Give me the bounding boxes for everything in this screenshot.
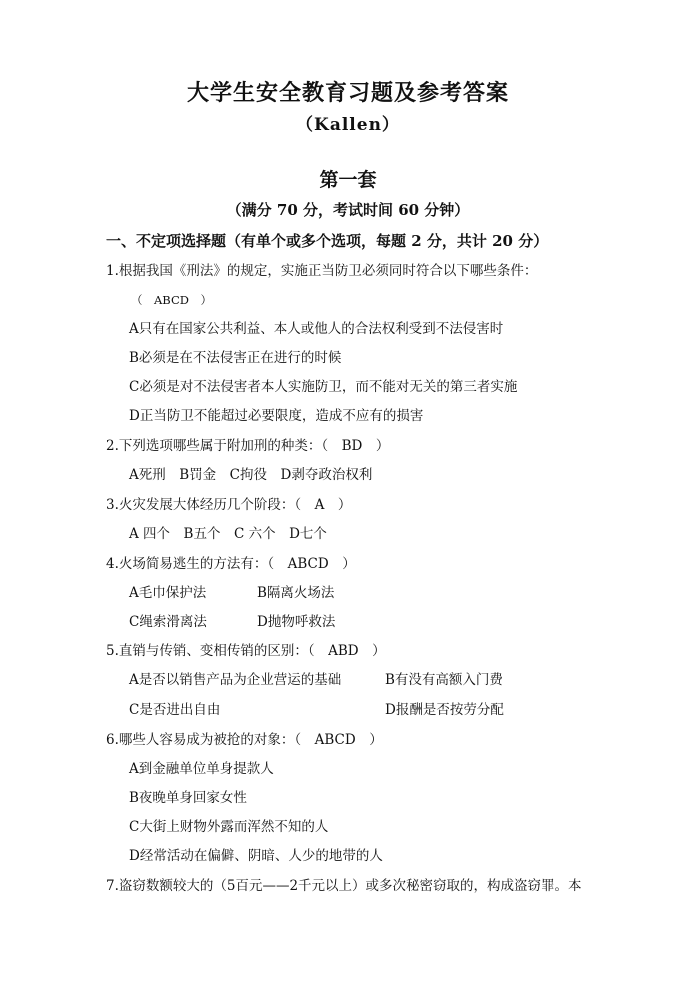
question-4-option-a: A毛巾保护法 <box>129 585 207 601</box>
document-title: 大学生安全教育习题及参考答案 <box>186 80 509 106</box>
question-1-option-c: C必须是对不法侵害者本人实施防卫，而不能对无关的第三者实施 <box>129 379 518 395</box>
question-2: 2.下列选项哪些属于附加刑的种类：（ BD ） <box>106 438 390 454</box>
section-heading: 一、不定项选择题（有单个或多个选项，每题 2 分，共计 20 分） <box>106 232 549 250</box>
question-1: 1.根据我国《刑法》的规定，实施正当防卫必须同时符合以下哪些条件： <box>106 263 538 279</box>
question-6-option-a: A到金融单位单身提款人 <box>129 761 274 777</box>
question-5-option-c: C是否进出自由 <box>129 702 221 718</box>
question-6-option-c: C大街上财物外露而浑然不知的人 <box>129 819 329 835</box>
question-3-options: A 四个 B五个 C 六个 D七个 <box>129 526 327 542</box>
author-subtitle: （Kallen） <box>296 115 400 135</box>
question-1-option-d: D正当防卫不能超过必要限度，造成不应有的损害 <box>129 408 424 424</box>
question-3: 3.火灾发展大体经历几个阶段：（ A ） <box>106 497 352 513</box>
question-5-option-a: A是否以销售产品为企业营运的基础 <box>129 672 342 688</box>
question-4-option-c: C绳索滑离法 <box>129 614 207 630</box>
score-info: （满分 70 分，考试时间 60 分钟） <box>226 201 470 219</box>
question-4: 4.火场简易逃生的方法有：（ ABCD ） <box>106 556 356 572</box>
question-4-option-b: B隔离火场法 <box>257 585 335 601</box>
set-heading: 第一套 <box>319 169 377 191</box>
question-6-option-d: D经常活动在偏僻、阴暗、人少的地带的人 <box>129 848 383 864</box>
question-1-option-a: A只有在国家公共利益、本人或他人的合法权利受到不法侵害时 <box>129 321 504 337</box>
question-5-option-b: B有没有高额入门费 <box>385 672 503 688</box>
question-2-options: A死刑 B罚金 C拘役 D剥夺政治权利 <box>129 467 373 483</box>
question-5-option-d: D报酬是否按劳分配 <box>385 702 504 718</box>
question-6-option-b: B夜晚单身回家女性 <box>129 790 247 806</box>
question-7: 7.盗窃数额较大的（5百元——2千元以上）或多次秘密窃取的，构成盗窃罪。本 <box>106 878 582 894</box>
question-1-answer: （ ABCD ） <box>131 293 212 307</box>
question-1-option-b: B必须是在不法侵害正在进行的时候 <box>129 350 342 366</box>
question-4-option-d: D抛物呼救法 <box>257 614 336 630</box>
question-6: 6.哪些人容易成为被抢的对象：（ ABCD ） <box>106 732 383 748</box>
question-5: 5.直销与传销、变相传销的区别：（ ABD ） <box>106 643 386 659</box>
